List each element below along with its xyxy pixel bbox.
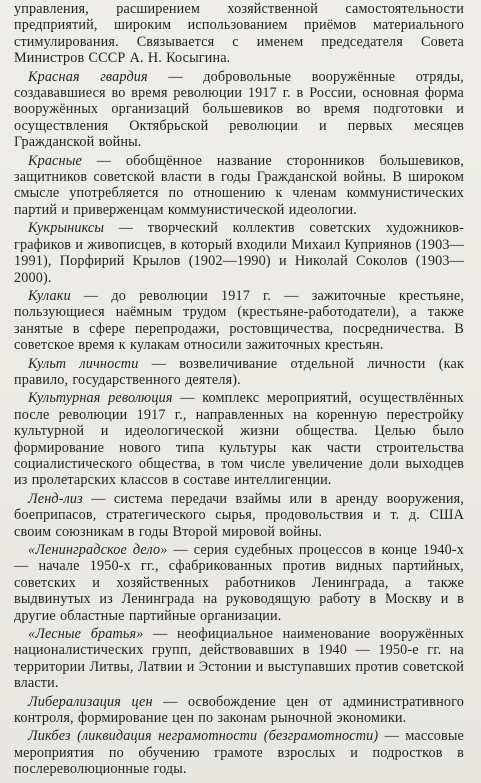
glossary-entry-continuation	[14, 1, 464, 67]
entry-definition: — серия судебных процессов в конце 1940-х — начале 1950-х гг., сфабрикованных против видных партийных, советских и хозяйственных работников Ленинграда, а также выдвинутых из Ленинграда на руководящую работу в Москву и в другие областные партийные организации.	[14, 542, 464, 624]
entry-term: «Ленинградское дело»	[28, 542, 168, 558]
entry-definition: — возвеличивание отдельной личности (как правило, государственного деятеля).	[14, 355, 464, 388]
glossary-entry-likbez	[14, 728, 464, 777]
glossary-entry-personality-cult	[14, 356, 464, 389]
glossary-entry-price-liberalization	[14, 694, 464, 727]
glossary-entry-red-guard	[14, 69, 464, 151]
entry-term: «Лесные братья»	[28, 626, 144, 643]
glossary-entry-forest-brothers	[14, 626, 464, 692]
entry-term: Кукрыниксы	[28, 220, 105, 237]
entry-term: Ликбез (ликвидация неграмотности (безграмотности)	[28, 728, 379, 745]
entry-term: Красная гвардия	[28, 68, 148, 85]
entry-definition: — массовые мероприятия по обучению грамоте взрослых и подростков в послереволюционные годы.	[14, 728, 464, 778]
entry-definition: — творческий коллектив советских художников-графиков и живописцев, в который входили Михаил Куприянов (1903—1991), Порфирий Крылов (1902—1990) и Николай Соколов (1903—2000).	[14, 220, 464, 286]
glossary-entry-reds	[14, 153, 464, 219]
entry-definition: — освобождение цен от административного контроля, формирование цен по законам рыночной экономики.	[14, 693, 464, 727]
entry-definition: — система передачи взаймы или в аренду вооружения, боеприпасов, стратегического сырья, продовольствия и т. д. США своим союзникам в годы Второй мировой войны.	[14, 490, 464, 540]
entry-definition: управления, расширением хозяйственной самостоятельности предприятий, широким использованием приёмов материального стимулирования. Связывается с именем председателя Совета Министров СССР А. Н. Косыгина.	[14, 1, 464, 67]
glossary-entry-leningrad-affair	[14, 542, 464, 624]
entry-term: Культурная революция	[28, 390, 173, 407]
entry-definition: — добровольные вооружённые отряды, создававшиеся во время революции 1917 г. в России, основная форма вооружённых организаций большевиков во время подготовки и осуществления Октябрьской революции и первых месяцев Гражданской войны.	[14, 68, 464, 151]
glossary-entry-lend-lease	[14, 491, 464, 540]
entry-definition: — до революции 1917 г. — зажиточные крестьяне, пользующиеся наёмным трудом (крестьяне-работодатели), а также занятые в сфере перепродажи, ростовщичества, посредничества. В советское время к кулакам относили зажиточных крестьян.	[14, 287, 464, 354]
entry-term: Культ личности	[28, 355, 139, 372]
glossary-entry-kulaks	[14, 288, 464, 354]
entry-term: Либерализация цен	[28, 693, 153, 710]
glossary-entry-kukryniksy	[14, 220, 464, 286]
entry-term: Ленд-лиз	[28, 490, 83, 507]
entry-term: Красные	[28, 152, 82, 169]
entry-term: Кулаки	[28, 287, 71, 304]
entry-definition: — неофициальное наименование вооружённых националистических групп, действовавших в 1940 — 1950-е гг. на территории Литвы, Латвии и Эстонии и выступавших против советской власти.	[14, 626, 464, 692]
entry-definition: — обобщённое название сторонников большевиков, защитников советской власти в годы Гражданской войны. В широком смысле употребляется по отношению к членам коммунистических партий и приверженцам коммунистической идеологии.	[14, 152, 464, 218]
glossary-entry-cultural-revolution	[14, 390, 464, 488]
entry-definition: — комплекс мероприятий, осуществлённых после революции 1917 г., направленных на коренную перестройку культурной и идеологической жизни общества. Целью было формирование нового типа культуры как части строительства социалистического общества, в том числе увеличение доли выходцев из пролетарских классов в составе интеллигенции.	[14, 390, 464, 489]
